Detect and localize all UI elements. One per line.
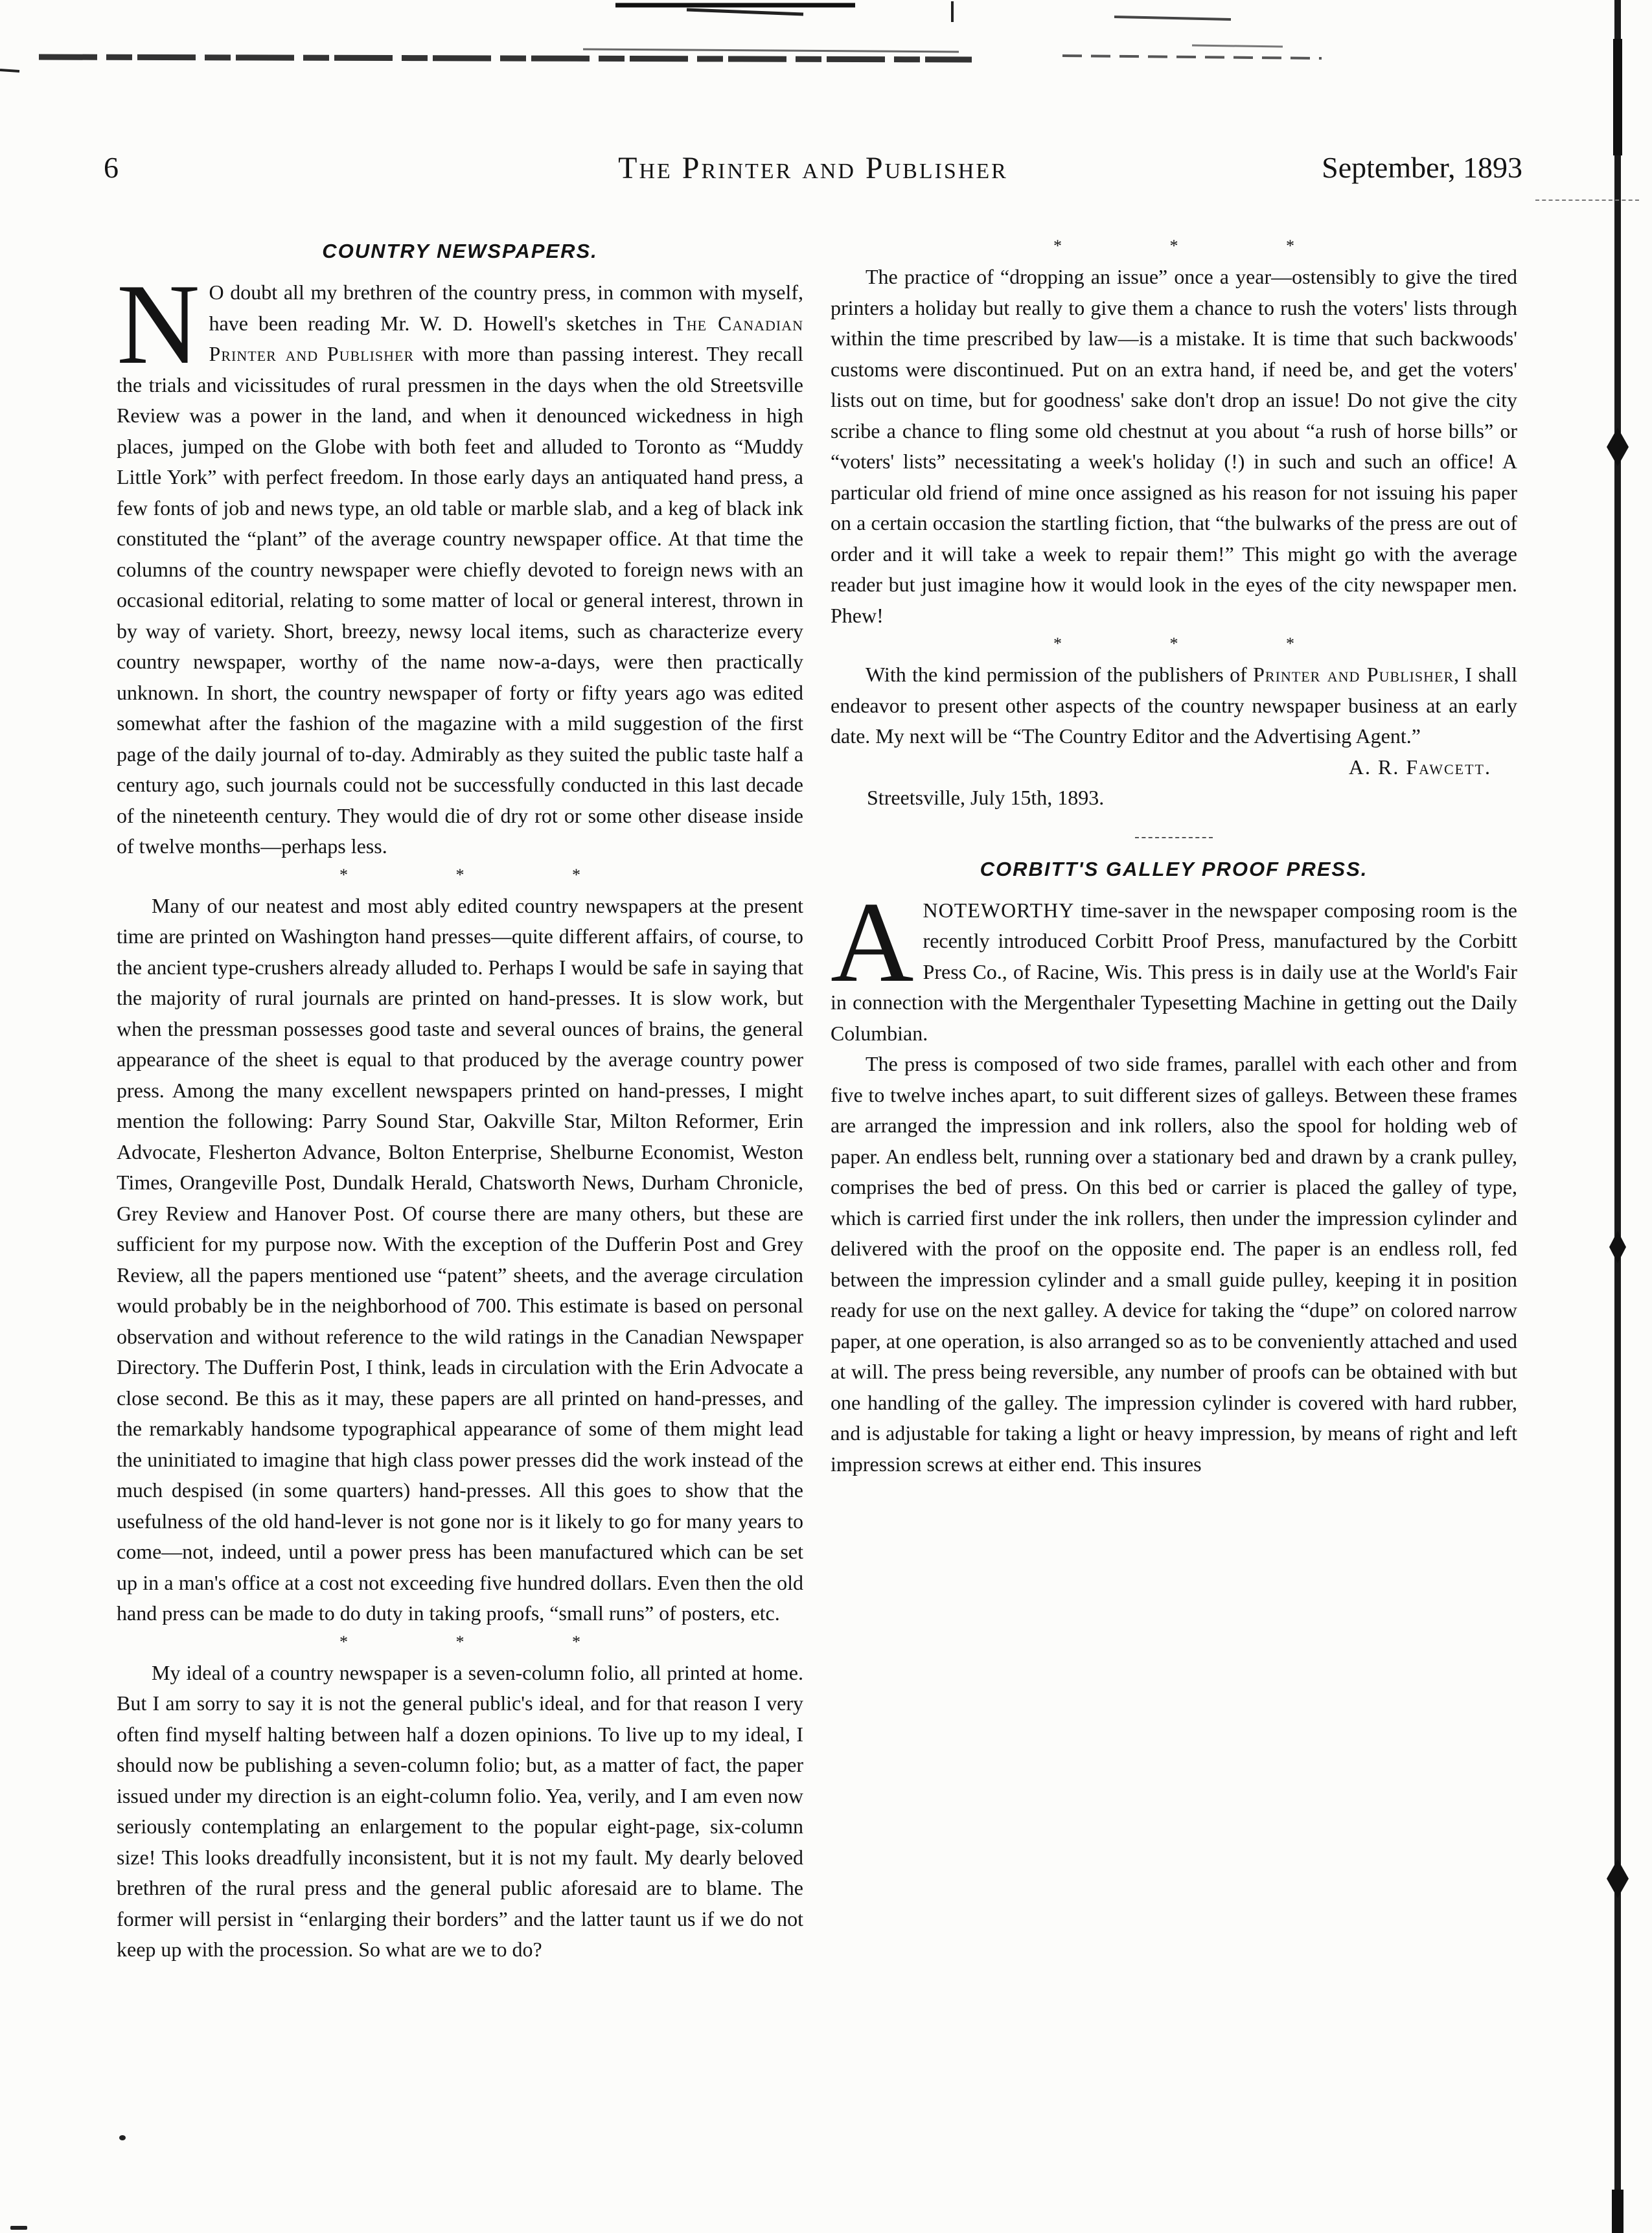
section-separator: * * *: [1053, 236, 1346, 255]
page-header: [104, 150, 1522, 202]
article-paragraph: The practice of “dropping an issue” once a year—ostensibly to give the tired printers a holiday but really to give them a chance to rush the voters' lists through within the time prescribed by law—is a mistake. It is time that such backwoods' customs were discontinued. Put on an extra hand, if need be, and get the voters' lists out on time, but for goodness' sake don't drop an issue! Do not give the city scribe a chance to fling some old chestnut at you about “a rush of horse bills” or “voters' lists” necessitating a week's holiday (!) in such and such an office! A particular old friend of mine once assigned as his reason for not issuing his paper on a certain occasion the startling fiction, that “the bulwarks of the press are out of order and it will take a week to repair them!” This might go with the average reader but just imagine how it would look in the eyes of the city newspaper men. Phew!: [831, 265, 1517, 627]
article-paragraph: N O doubt all my brethren of the country press, in common with myself, have been reading Mr. W. D. Howell's sketches in The Canadian Printer and Publisher with more than passing interest. They recall the trials and vicissitudes of rural pressmen in the days when the old Streetsville Review was a power in the land, and when it denounced wickedness in high places, jumped on the Globe with both feet and alluded to Toronto as “Muddy Little York” with perfect freedom. In those early days an antiquated hand press, a few fonts of job and news type, an old table or marble slab, and a keg of black ink constituted the “plant” of the average country newspaper office. At that time the columns of the country newspaper were chiefly devoted to foreign news with an occasional editorial, relating to some matter of local or general interest, thrown in by way of variety. Short, breezy, newsy local items, such as characterize every country newspaper, worthy of the name now-a-days, were then practically unknown. In short, the country newspaper of forty or fifty years ago was edited somewhat after the fashion of the magazine with a mild suggestion of the first page of the daily journal of to-day. Admirably as they suited the public taste half a century ago, such journals could not be successfully conducted in this last decade of the nineteenth century. They would die of dry rot or some other disease inside of twelve months—perhaps less.: [117, 260, 803, 858]
article-divider: [1135, 837, 1213, 838]
scan-edge-artifact: [0, 0, 1652, 84]
page-number: 6: [104, 151, 119, 184]
article-paragraph: With the kind permission of the publishers of Printer and Publisher, I shall endeavor to present other aspects of the country newspaper business at an early date. My next will be “The Country Editor and the Advertising Agent.”: [831, 663, 1518, 748]
article-headline: CORBITT'S GALLEY PROOF PRESS.: [980, 857, 1368, 880]
section-separator: * * *: [339, 865, 632, 884]
section-separator: * * *: [339, 1632, 632, 1651]
magazine-name: The Canadian Printer and Publisher: [209, 311, 803, 365]
running-title: The Printer and Publisher: [618, 151, 1008, 185]
magazine-name: Printer and Publisher: [1253, 663, 1454, 686]
drop-cap: N: [117, 260, 200, 388]
scan-speck: [119, 2135, 126, 2140]
drop-cap: A: [831, 877, 914, 1006]
header-rule: [1535, 200, 1639, 201]
left-column: [117, 233, 803, 1965]
issue-date: September, 1893: [1322, 151, 1522, 184]
article-paragraph: The press is composed of two side frames, parallel with each other and from five to twelve inches apart, to suit different sizes of galleys. Between these frames are arranged the impression and ink rollers, also the spool for holding web of paper. An endless belt, running over a stationary bed and drawn by a crank pulley, comprises the bed of press. On this bed or carrier is placed the galley of type, which is carried first under the ink rollers, then under the impression cylinder and delivered with the proof on the opposite end. The paper is an endless roll, fed between the impression cylinder and a small guide pulley, keeping it in position ready for use on the next galley. A device for taking the “dupe” on colored narrow paper, at one operation, is also arranged so as to be conveniently attached and used at will. The press being reversible, any number of proofs can be obtained with but one handling of the galley. The impression cylinder is covered with hard rubber, and is adjustable for taking a light or heavy impression, by means of right and left impression screws at either end. This insures: [831, 1052, 1517, 1476]
section-separator: * * *: [1053, 634, 1346, 653]
article-paragraph: ANOTEWORTHY time-saver in the newspaper composing room is the recently introduced Corbitt Proof Press, manufactured by the Corbitt Press Co., of Racine, Wis. This press is in daily use at the World's Fair in connection with the Mergenthaler Typesetting Machine in getting out the Daily Columbian.: [831, 877, 1517, 1045]
scan-speck: [10, 2226, 27, 2230]
binding-edge: [1587, 0, 1652, 2233]
right-column: [831, 233, 1517, 1480]
article-paragraph: Many of our neatest and most ably edited country newspapers at the present time are printed on Washington hand presses—quite different affairs, of course, to the ancient type-crushers already alluded to. Perhaps I would be safe in saying that the majority of rural journals are printed on hand-presses. It is slow work, but when the pressman possesses good taste and several ounces of brains, the general appearance of the sheet is equal to that produced by the average country power press. Among the many excellent newspapers printed on hand-presses, I might mention the following: Parry Sound Star, Oakville Star, Milton Reformer, Erin Advocate, Flesherton Advance, Bolton Enterprise, Shelburne Economist, Weston Times, Orangeville Post, Dundalk Herald, Chatsworth News, Durham Chronicle, Grey Review and Hanover Post. Of course there are many others, but these are sufficient for my purpose now. With the exception of the Dufferin Post and Grey Review, all the papers mentioned use “patent” sheets, and the average circulation would probably be in the neighborhood of 700. This estimate is based on personal observation and without reference to the wild ratings in the Canadian Newspaper Directory. The Dufferin Post, I think, leads in circulation with the Erin Advocate a close second. Be this as it may, these papers are all printed on hand-presses, and the remarkably handsome typographical appearance of some of them might lead the uninitiated to imagine that high class power presses did the work instead of the much despised (in some quarters) hand-presses. All this goes to show that the usefulness of the old hand-lever is not gone nor is it likely to go for many years to come—not, indeed, until a power press has been manufactured which can be set up in a man's office at a cost not exceeding five hundred dollars. Even then the old hand press can be made to do duty in taking proofs, “small runs” of posters, etc.: [117, 893, 803, 1625]
article-paragraph: My ideal of a country newspaper is a seven-column folio, all printed at home. But I am sorry to say it is not the general public's ideal, and for that reason I very often find myself halting between half a dozen opinions. To live up to my ideal, I should now be publishing a seven-column folio; but, as a matter of fact, the paper issued under my direction is an eight-column folio. Yea, verily, and I am even now seriously contemplating an enlargement to the popular eight-page, six-column size! This looks dreadfully inconsistent, but it is not my fault. My dearly beloved brethren of the rural press and the general public aforesaid are to blame. The former will persist in “enlarging their borders” and the latter taunt us if we do not keep up with the procession. So what are we to do?: [117, 1660, 803, 1961]
author-signature: A. R. Fawcett.: [1348, 755, 1491, 779]
dateline: Streetsville, July 15th, 1893.: [867, 786, 1105, 809]
article-headline: COUNTRY NEWSPAPERS.: [322, 240, 598, 262]
